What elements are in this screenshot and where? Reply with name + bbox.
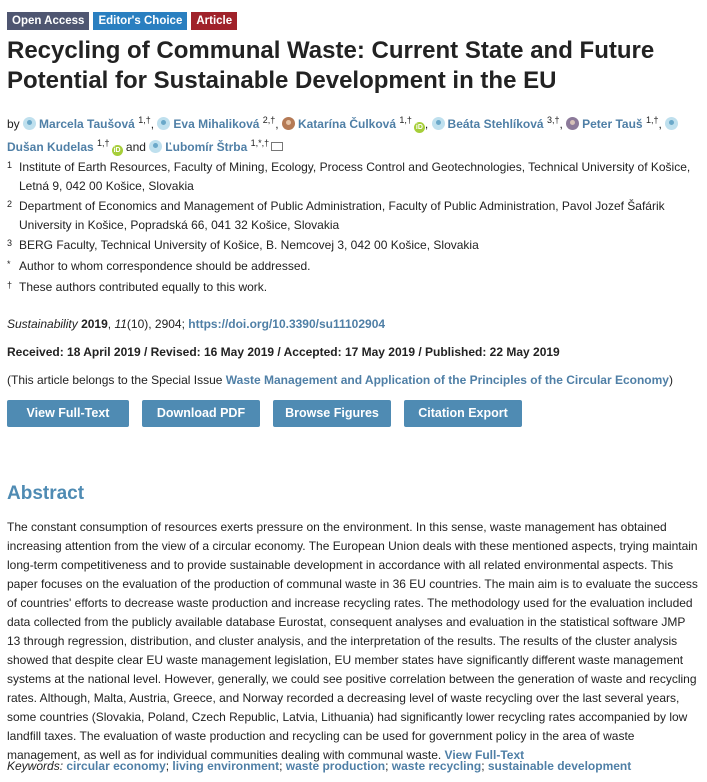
browse-figures-button[interactable]: Browse Figures: [273, 400, 391, 427]
envelope-icon[interactable]: [271, 142, 283, 151]
author-link[interactable]: Ľubomír Štrba: [165, 140, 248, 154]
affiliation-text: These authors contributed equally to this work.: [19, 280, 268, 294]
abstract-heading: Abstract: [7, 483, 85, 504]
keywords-line: Keywords: circular economy; living environment; waste production; waste recycling; sustainable development: [7, 759, 632, 773]
affiliation-number: †: [7, 280, 13, 290]
affiliation-number: 2: [7, 199, 13, 209]
affiliation: [7, 278, 697, 297]
author-sup: 1,†: [138, 115, 151, 125]
author-photo-icon: [566, 117, 579, 130]
author-link[interactable]: Katarína Čulková: [297, 117, 397, 131]
keyword-link[interactable]: circular economy: [66, 759, 166, 773]
doi-link[interactable]: https://doi.org/10.3390/su11102904: [188, 317, 386, 331]
author-link[interactable]: Marcela Taušová: [39, 117, 135, 131]
author-avatar-icon: [23, 117, 36, 130]
author-sup: 1,†: [97, 138, 110, 148]
orcid-icon[interactable]: iD: [415, 124, 423, 131]
affiliation-number: 3: [7, 238, 13, 248]
author-link[interactable]: Eva Mihaliková: [173, 117, 260, 131]
special-issue-suffix: ): [668, 373, 673, 387]
special-issue-prefix: (This article belongs to the Special Issue: [7, 373, 226, 387]
by-label: by: [7, 117, 20, 131]
citation-export-button[interactable]: Citation Export: [404, 400, 522, 427]
author-avatar-icon: [665, 117, 678, 130]
affiliation-text: Author to whom correspondence should be addressed.: [19, 259, 311, 273]
affiliation-text: BERG Faculty, Technical University of Košice, B. Nemcovej 3, 042 00 Košice, Slovakia: [19, 238, 479, 252]
abstract-body: [7, 518, 700, 765]
view-full-text-button[interactable]: View Full-Text: [7, 400, 129, 427]
affiliation: [7, 236, 697, 255]
badge-row: [7, 12, 237, 30]
and-label: and: [125, 140, 146, 154]
author-list: by Marcela Taušová $^{1,\dagger}$, Eva Mihaliková $^{2,\dagger}$, Katarína Čulková $^{1,\dagger}$iD , Beáta Stehlíková $^{3,\dagger}$, Peter Tauš $^{1,\dagger}$, Dušan Kudelas $^{1,\dagger}$iD and Ľubomír Štrba $^{1,*,\dagger}$: [7, 111, 702, 157]
citation-line: Sustainability 2019, 11(10), 2904; https://doi.org/10.3390/su11102904: [7, 317, 386, 331]
author-link[interactable]: Beáta Stehlíková: [447, 117, 544, 131]
editors-choice-badge[interactable]: Editor's Choice: [93, 12, 187, 30]
publication-dates: Received: 18 April 2019 / Revised: 16 May 2019 / Accepted: 17 May 2019 / Published: 22 May 2019: [7, 345, 560, 359]
author-avatar-icon: [432, 117, 445, 130]
citation-year: 2019: [81, 317, 108, 331]
affiliation-text: Institute of Earth Resources, Faculty of Mining, Ecology, Process Control and Geotechnologies, Technical University of Košice, Letná 9, 042 00 Košice, Slovakia: [19, 160, 691, 193]
open-access-badge[interactable]: Open Access: [7, 12, 89, 30]
keyword-link[interactable]: waste production: [285, 759, 386, 773]
action-buttons: [7, 400, 522, 427]
citation-issue: (10), 2904;: [126, 317, 189, 331]
keyword-link[interactable]: sustainable development: [487, 759, 632, 773]
author-sup: 1,†: [645, 115, 659, 125]
keyword-link[interactable]: living environment: [172, 759, 280, 773]
abstract-text: The constant consumption of resources exerts pressure on the environment. In this sense, waste management has obtained increasing attention from the view of a circular economy. The European Union deals with these mentioned aspects, trying maintain long-term competitiveness and to provide sustainable development in accordance with all related environmental aspects. This paper focuses on the evaluation of the production of communal waste in 36 EU countries. The main aim is to evaluate the success of countries' efforts to decrease waste production and increase recycling rates. The methodology used for the evaluation included data collected from the publicly available database Eurostat, consequent analyses and evaluation in the statistical software JMP 13 through regression, distribution, and cluster analysis, and the interpretation of the results. The results of the cluster analysis showed that despite clear EU waste management legislation, EU member states have significantly different waste management systems at the national level. However, generally, we could see positive correlation between the generation of waste and recycling rates. Although, Malta, Austria, Greece, and Norway recorded a decreasing level of waste recycling over the last several years, some countries (Slovakia, Poland, Czech Republic, Latvia, Lithuania) had significantly lower recycling rates accompanied by low landfill taxes. The evaluation of waste production and recycling can be used for government policy in the area of waste management, as well as for individual communities dealing with communal waste.: [7, 520, 698, 762]
affiliation: [7, 257, 697, 276]
affiliation: [7, 158, 697, 196]
download-pdf-button[interactable]: Download PDF: [142, 400, 260, 427]
affiliation-text: Department of Economics and Management of Public Administration, Faculty of Public Administration, Pavol Jozef Šafárik University in Košice, Popradská 66, 041 32 Košice, Slovakia: [19, 199, 665, 232]
affiliation-number: 1: [7, 160, 13, 170]
author-avatar-icon: [157, 117, 170, 130]
author-sup: 1,†: [399, 115, 412, 125]
special-issue-link[interactable]: Waste Management and Application of the Principles of the Circular Economy: [225, 373, 669, 387]
citation-volume: 11: [114, 317, 127, 331]
keyword-link[interactable]: waste recycling: [391, 759, 482, 773]
author-sup: 1,*,†: [250, 138, 270, 148]
author-avatar-icon: [149, 140, 162, 153]
affiliation: [7, 197, 697, 235]
author-link[interactable]: Peter Tauš: [582, 117, 643, 131]
author-sup: 3,†: [546, 115, 560, 125]
keywords-label: Keywords:: [7, 759, 64, 773]
affiliation-number: *: [7, 259, 11, 269]
article-type-badge: Article: [191, 12, 237, 30]
article-title: Recycling of Communal Waste: Current State and Future Potential for Sustainable Development in the EU: [7, 37, 655, 94]
journal-name[interactable]: Sustainability: [7, 317, 78, 331]
author-photo-icon: [282, 117, 295, 130]
author-sup: 2,†: [262, 115, 276, 125]
abstract-view-full-text-link[interactable]: View Full-Text: [444, 748, 525, 762]
special-issue-line: [7, 373, 673, 387]
orcid-icon[interactable]: iD: [113, 147, 121, 154]
author-link[interactable]: Dušan Kudelas: [7, 140, 94, 154]
